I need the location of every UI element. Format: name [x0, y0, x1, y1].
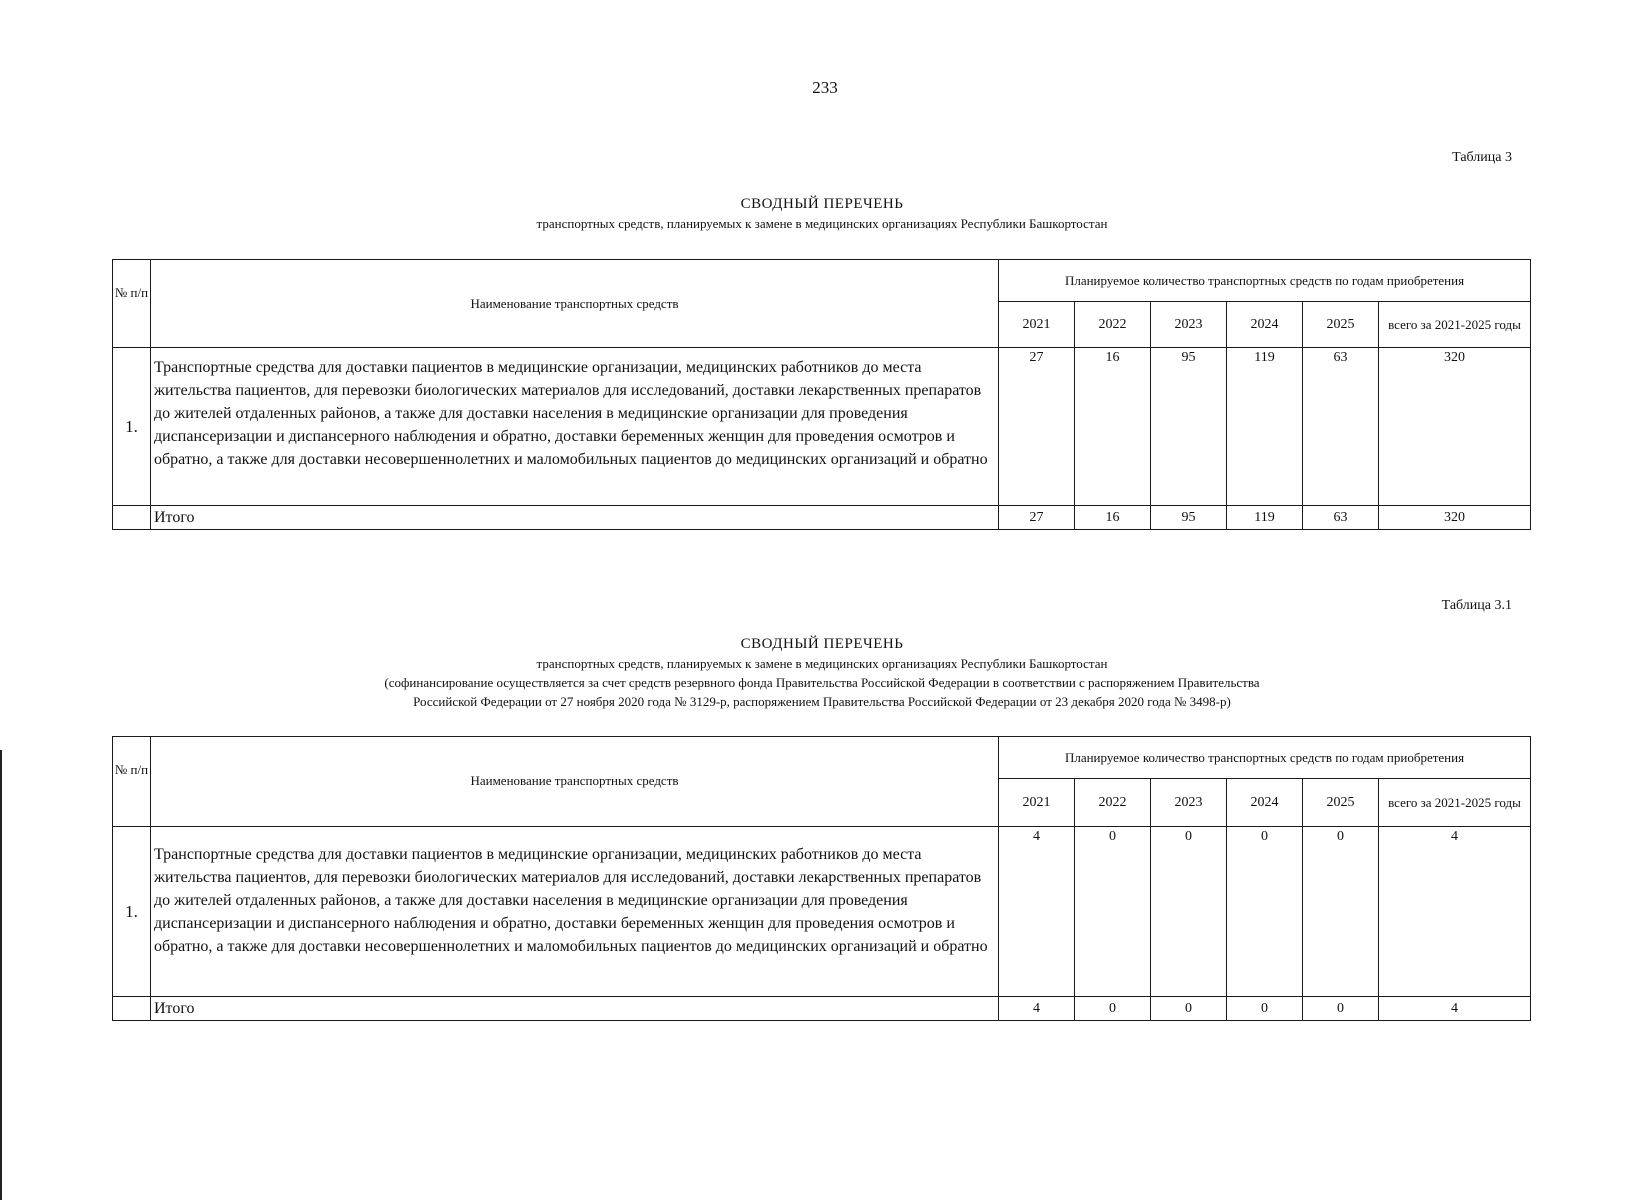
- table-title: СВОДНЫЙ ПЕРЕЧЕНЬ: [740, 196, 904, 212]
- table-row: [113, 827, 1531, 997]
- total-value: 0: [1303, 997, 1379, 1021]
- total-value: 0: [1075, 997, 1151, 1021]
- row-value: 0: [1227, 827, 1303, 997]
- total-row: [113, 506, 1531, 530]
- row-description: Транспортные средства для доставки пациентов в медицинские организации, медицинских работников до места жительства пациентов, для перевозки биологических материалов для исследований, доставки лекарственных препаратов до жителей отдаленных районов, а также для доставки населения в медицинские организации для проведения диспансеризации и диспансерного наблюдения и обратно, доставки беременных женщин для проведения осмотров и обратно, а также для доставки несовершеннолетних и маломобильных пациентов до медицинских организаций и обратно: [151, 348, 999, 506]
- total-row: [113, 997, 1531, 1021]
- table-label: Таблица 3.1: [1441, 598, 1512, 613]
- total-value-sum: 4: [1379, 997, 1531, 1021]
- total-label: Итого: [151, 506, 999, 530]
- header-year: 2024: [1227, 302, 1303, 348]
- table-title: СВОДНЫЙ ПЕРЕЧЕНЬ: [740, 636, 904, 652]
- row-value: 27: [999, 348, 1075, 506]
- total-value: 63: [1303, 506, 1379, 530]
- row-value: 4: [999, 827, 1075, 997]
- row-value: 0: [1151, 827, 1227, 997]
- row-value: 63: [1303, 348, 1379, 506]
- row-value: 95: [1151, 348, 1227, 506]
- page-number: 233: [812, 78, 838, 97]
- header-planned: Планируемое количество транспортных средств по годам приобретения: [999, 737, 1531, 779]
- total-label: Итого: [151, 997, 999, 1021]
- total-value: 0: [1227, 997, 1303, 1021]
- total-value: 4: [999, 997, 1075, 1021]
- header-planned: Планируемое количество транспортных средств по годам приобретения: [999, 260, 1531, 302]
- header-year: 2024: [1227, 779, 1303, 827]
- total-value: 95: [1151, 506, 1227, 530]
- header-num: № п/п: [113, 260, 151, 348]
- summary-table: [112, 736, 1531, 1021]
- table-heading: [112, 634, 1532, 711]
- header-year: 2023: [1151, 779, 1227, 827]
- header-year: 2023: [1151, 302, 1227, 348]
- header-year: 2025: [1303, 302, 1379, 348]
- table-row: [113, 348, 1531, 506]
- row-description: Транспортные средства для доставки пациентов в медицинские организации, медицинских работников до места жительства пациентов, для перевозки биологических материалов для исследований, доставки лекарственных препаратов до жителей отдаленных районов, а также для доставки населения в медицинские организации для проведения диспансеризации и диспансерного наблюдения и обратно, доставки беременных женщин для проведения осмотров и обратно, а также для доставки несовершеннолетних и маломобильных пациентов до медицинских организаций и обратно: [151, 827, 999, 997]
- table-label: Таблица 3: [1452, 150, 1512, 165]
- header-total: всего за 2021-2025 годы: [1379, 779, 1531, 827]
- row-value: 119: [1227, 348, 1303, 506]
- header-name: Наименование транспортных средств: [151, 260, 999, 348]
- header-year: 2021: [999, 779, 1075, 827]
- table-subtitle: Российской Федерации от 27 ноября 2020 года № 3129-р, распоряжением Правительства Российской Федерации от 23 декабря 2020 года № 3498-р): [413, 694, 1231, 709]
- row-number: 1.: [113, 827, 151, 997]
- total-value: 0: [1151, 997, 1227, 1021]
- header-year: 2022: [1075, 302, 1151, 348]
- row-value-total: 320: [1379, 348, 1531, 506]
- row-value: 0: [1303, 827, 1379, 997]
- table-subtitle: транспортных средств, планируемых к замене в медицинских организациях Республики Башкортостан: [536, 656, 1108, 671]
- row-value-total: 4: [1379, 827, 1531, 997]
- header-num: № п/п: [113, 737, 151, 827]
- total-num-cell: [113, 997, 151, 1021]
- header-year: 2021: [999, 302, 1075, 348]
- total-num-cell: [113, 506, 151, 530]
- table-subtitle: (софинансирование осуществляется за счет средств резервного фонда Правительства Российской Федерации в соответствии с распоряжением Правительства: [384, 675, 1260, 690]
- row-value: 16: [1075, 348, 1151, 506]
- total-value: 119: [1227, 506, 1303, 530]
- row-value: 0: [1075, 827, 1151, 997]
- total-value-sum: 320: [1379, 506, 1531, 530]
- table-heading: [112, 194, 1532, 233]
- scan-edge: [0, 750, 2, 1200]
- header-year: 2025: [1303, 779, 1379, 827]
- total-value: 27: [999, 506, 1075, 530]
- row-number: 1.: [113, 348, 151, 506]
- header-name: Наименование транспортных средств: [151, 737, 999, 827]
- header-year: 2022: [1075, 779, 1151, 827]
- header-total: всего за 2021-2025 годы: [1379, 302, 1531, 348]
- table-subtitle: транспортных средств, планируемых к замене в медицинских организациях Республики Башкортостан: [536, 216, 1108, 231]
- total-value: 16: [1075, 506, 1151, 530]
- summary-table: [112, 259, 1531, 530]
